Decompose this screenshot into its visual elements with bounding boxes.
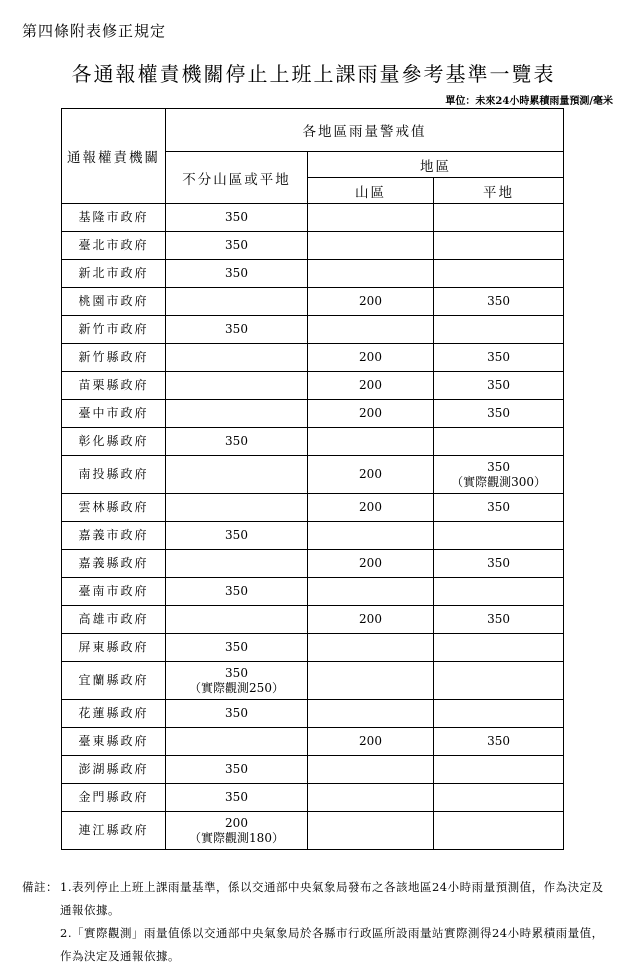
cell-plain	[434, 812, 564, 850]
cell-undivided-value: 350	[225, 210, 248, 224]
header-mountain: 山區	[308, 178, 434, 204]
table-row	[62, 456, 564, 494]
cell-mountain	[308, 578, 434, 606]
cell-undivided	[166, 728, 308, 756]
cell-agency	[62, 260, 166, 288]
cell-undivided	[166, 522, 308, 550]
cell-mountain-value: 200	[359, 612, 382, 626]
cell-plain	[434, 400, 564, 428]
cell-agency	[62, 372, 166, 400]
cell-undivided-note: （實際觀測250）	[189, 680, 284, 695]
header-agency: 通報權責機關	[62, 109, 166, 204]
cell-undivided	[166, 400, 308, 428]
cell-plain	[434, 522, 564, 550]
cell-mountain	[308, 700, 434, 728]
cell-undivided	[166, 812, 308, 850]
cell-agency-value: 苗栗縣政府	[78, 378, 149, 392]
cell-undivided-value: 350	[225, 584, 248, 598]
cell-agency	[62, 494, 166, 522]
cell-mountain	[308, 344, 434, 372]
cell-mountain	[308, 756, 434, 784]
cell-mountain-value: 200	[359, 294, 382, 308]
cell-undivided	[166, 784, 308, 812]
cell-plain	[434, 578, 564, 606]
cell-plain-value: 350	[487, 350, 510, 364]
rainfall-threshold-table	[61, 108, 564, 850]
cell-undivided	[166, 260, 308, 288]
cell-agency	[62, 522, 166, 550]
cell-mountain	[308, 812, 434, 850]
cell-undivided	[166, 494, 308, 522]
cell-mountain	[308, 456, 434, 494]
cell-mountain	[308, 204, 434, 232]
cell-undivided	[166, 288, 308, 316]
cell-agency	[62, 400, 166, 428]
cell-undivided-value: 350	[225, 762, 248, 776]
cell-mountain	[308, 232, 434, 260]
cell-undivided-value: 350	[225, 790, 248, 804]
cell-agency-value: 金門縣政府	[78, 790, 149, 804]
cell-agency-value: 雲林縣政府	[78, 500, 149, 514]
cell-agency-value: 臺南市政府	[78, 584, 149, 598]
cell-undivided-value: 350	[225, 706, 248, 720]
notes-label: 備註：	[22, 880, 58, 894]
table-title: 各通報權責機關停止上班上課雨量參考基準一覽表	[71, 62, 556, 86]
cell-plain	[434, 204, 564, 232]
cell-plain	[434, 260, 564, 288]
cell-plain	[434, 728, 564, 756]
cell-mountain-value: 200	[359, 734, 382, 748]
cell-plain-note: （實際觀測300）	[451, 474, 546, 489]
cell-undivided	[166, 204, 308, 232]
cell-agency-value: 臺中市政府	[78, 406, 149, 420]
cell-mountain	[308, 400, 434, 428]
cell-agency	[62, 700, 166, 728]
table-row	[62, 344, 564, 372]
cell-plain	[434, 232, 564, 260]
cell-mountain	[308, 662, 434, 700]
table-row	[62, 728, 564, 756]
cell-mountain-value: 200	[359, 406, 382, 420]
cell-agency-value: 嘉義市政府	[78, 528, 149, 542]
cell-undivided	[166, 456, 308, 494]
table-row	[62, 494, 564, 522]
cell-plain	[434, 428, 564, 456]
cell-agency	[62, 428, 166, 456]
cell-mountain	[308, 372, 434, 400]
cell-undivided-note: （實際觀測180）	[189, 830, 284, 845]
cell-plain-value: 350	[487, 734, 510, 748]
cell-agency	[62, 232, 166, 260]
cell-mountain-value: 200	[359, 500, 382, 514]
table-row	[62, 784, 564, 812]
cell-undivided	[166, 634, 308, 662]
cell-agency	[62, 204, 166, 232]
cell-undivided	[166, 232, 308, 260]
cell-agency-value: 基隆市政府	[78, 210, 149, 224]
note-2	[22, 922, 612, 968]
cell-agency-value: 新竹市政府	[78, 322, 149, 336]
table-row	[62, 662, 564, 700]
cell-undivided-value: 350	[225, 434, 248, 448]
note-2-text: 2.「實際觀測」雨量值係以交通部中央氣象局於各縣市行政區所設雨量站實際測得24小時累積雨量值，作為決定及通報依據。	[60, 926, 604, 963]
cell-agency	[62, 288, 166, 316]
note-1-text: 1.表列停止上班上課雨量基準，係以交通部中央氣象局發布之各該地區24小時雨量預測值，作為決定及通報依據。	[60, 880, 604, 917]
table-row	[62, 428, 564, 456]
cell-agency	[62, 550, 166, 578]
header-warning: 各地區雨量警戒值	[166, 109, 564, 152]
header-plain: 平地	[434, 178, 564, 204]
cell-agency-value: 屏東縣政府	[78, 640, 149, 654]
cell-agency-value: 嘉義縣政府	[78, 556, 149, 570]
cell-agency-value: 南投縣政府	[78, 467, 149, 481]
cell-plain	[434, 662, 564, 700]
cell-agency	[62, 812, 166, 850]
cell-plain-value: 350	[487, 612, 510, 626]
cell-plain	[434, 634, 564, 662]
cell-plain-value: 350	[487, 378, 510, 392]
cell-plain	[434, 606, 564, 634]
cell-undivided-value: 350	[225, 528, 248, 542]
cell-agency-value: 澎湖縣政府	[78, 762, 149, 776]
cell-undivided	[166, 550, 308, 578]
cell-plain-value: 350	[487, 294, 510, 308]
cell-agency	[62, 662, 166, 700]
cell-agency-value: 宜蘭縣政府	[78, 673, 149, 687]
cell-agency-value: 臺東縣政府	[78, 734, 149, 748]
cell-mountain	[308, 784, 434, 812]
cell-plain	[434, 756, 564, 784]
cell-plain	[434, 344, 564, 372]
cell-plain	[434, 316, 564, 344]
cell-agency	[62, 344, 166, 372]
header-region: 地區	[308, 152, 564, 178]
table-row	[62, 634, 564, 662]
cell-mountain	[308, 288, 434, 316]
cell-mountain	[308, 428, 434, 456]
cell-undivided-value: 350	[225, 238, 248, 252]
cell-agency-value: 高雄市政府	[78, 612, 149, 626]
cell-plain	[434, 456, 564, 494]
cell-mountain	[308, 606, 434, 634]
cell-undivided-value: 350	[225, 640, 248, 654]
unit-label: 單位：未來24小時累積雨量預測/毫米	[445, 96, 613, 107]
cell-plain	[434, 494, 564, 522]
table-row	[62, 606, 564, 634]
cell-undivided	[166, 662, 308, 700]
cell-undivided	[166, 344, 308, 372]
cell-undivided-value: 350	[225, 266, 248, 280]
cell-mountain-value: 200	[359, 378, 382, 392]
cell-plain	[434, 550, 564, 578]
document-heading: 第四條附表修正規定	[22, 22, 167, 40]
cell-undivided-value: 350	[225, 322, 248, 336]
cell-agency	[62, 456, 166, 494]
cell-undivided	[166, 372, 308, 400]
table-row	[62, 522, 564, 550]
cell-agency-value: 連江縣政府	[78, 823, 149, 837]
cell-agency	[62, 634, 166, 662]
table-row	[62, 372, 564, 400]
table-row	[62, 400, 564, 428]
cell-agency	[62, 784, 166, 812]
table-row	[62, 756, 564, 784]
cell-plain	[434, 700, 564, 728]
cell-mountain-value: 200	[359, 350, 382, 364]
table-body	[62, 204, 564, 850]
cell-plain	[434, 372, 564, 400]
cell-agency-value: 臺北市政府	[78, 238, 149, 252]
cell-mountain-value: 200	[359, 467, 382, 481]
cell-undivided	[166, 756, 308, 784]
cell-plain-value: 350	[487, 459, 510, 474]
cell-mountain	[308, 728, 434, 756]
cell-agency-value: 新竹縣政府	[78, 350, 149, 364]
cell-plain-value: 350	[487, 406, 510, 420]
table-row	[62, 260, 564, 288]
cell-plain-value: 350	[487, 556, 510, 570]
table-row	[62, 550, 564, 578]
cell-agency	[62, 578, 166, 606]
cell-undivided	[166, 316, 308, 344]
table-row	[62, 316, 564, 344]
cell-mountain	[308, 522, 434, 550]
cell-agency-value: 花蓮縣政府	[78, 706, 149, 720]
cell-agency-value: 桃園市政府	[78, 294, 149, 308]
cell-agency	[62, 756, 166, 784]
table-row	[62, 700, 564, 728]
table-row	[62, 288, 564, 316]
cell-plain-value: 350	[487, 500, 510, 514]
cell-mountain	[308, 634, 434, 662]
cell-mountain	[308, 494, 434, 522]
cell-agency	[62, 316, 166, 344]
cell-agency	[62, 606, 166, 634]
cell-agency	[62, 728, 166, 756]
cell-mountain-value: 200	[359, 556, 382, 570]
table-row	[62, 578, 564, 606]
cell-mountain	[308, 316, 434, 344]
cell-undivided	[166, 700, 308, 728]
cell-agency-value: 彰化縣政府	[78, 434, 149, 448]
note-1	[22, 876, 612, 922]
cell-undivided-value: 200	[225, 815, 248, 830]
table-row	[62, 204, 564, 232]
cell-plain	[434, 288, 564, 316]
cell-mountain	[308, 260, 434, 288]
cell-agency-value: 新北市政府	[78, 266, 149, 280]
header-undivided: 不分山區或平地	[166, 152, 308, 204]
cell-plain	[434, 784, 564, 812]
cell-undivided	[166, 428, 308, 456]
cell-mountain	[308, 550, 434, 578]
table-row	[62, 812, 564, 850]
notes-section	[22, 876, 612, 968]
cell-undivided	[166, 578, 308, 606]
table-row	[62, 232, 564, 260]
cell-undivided-value: 350	[225, 665, 248, 680]
cell-undivided	[166, 606, 308, 634]
